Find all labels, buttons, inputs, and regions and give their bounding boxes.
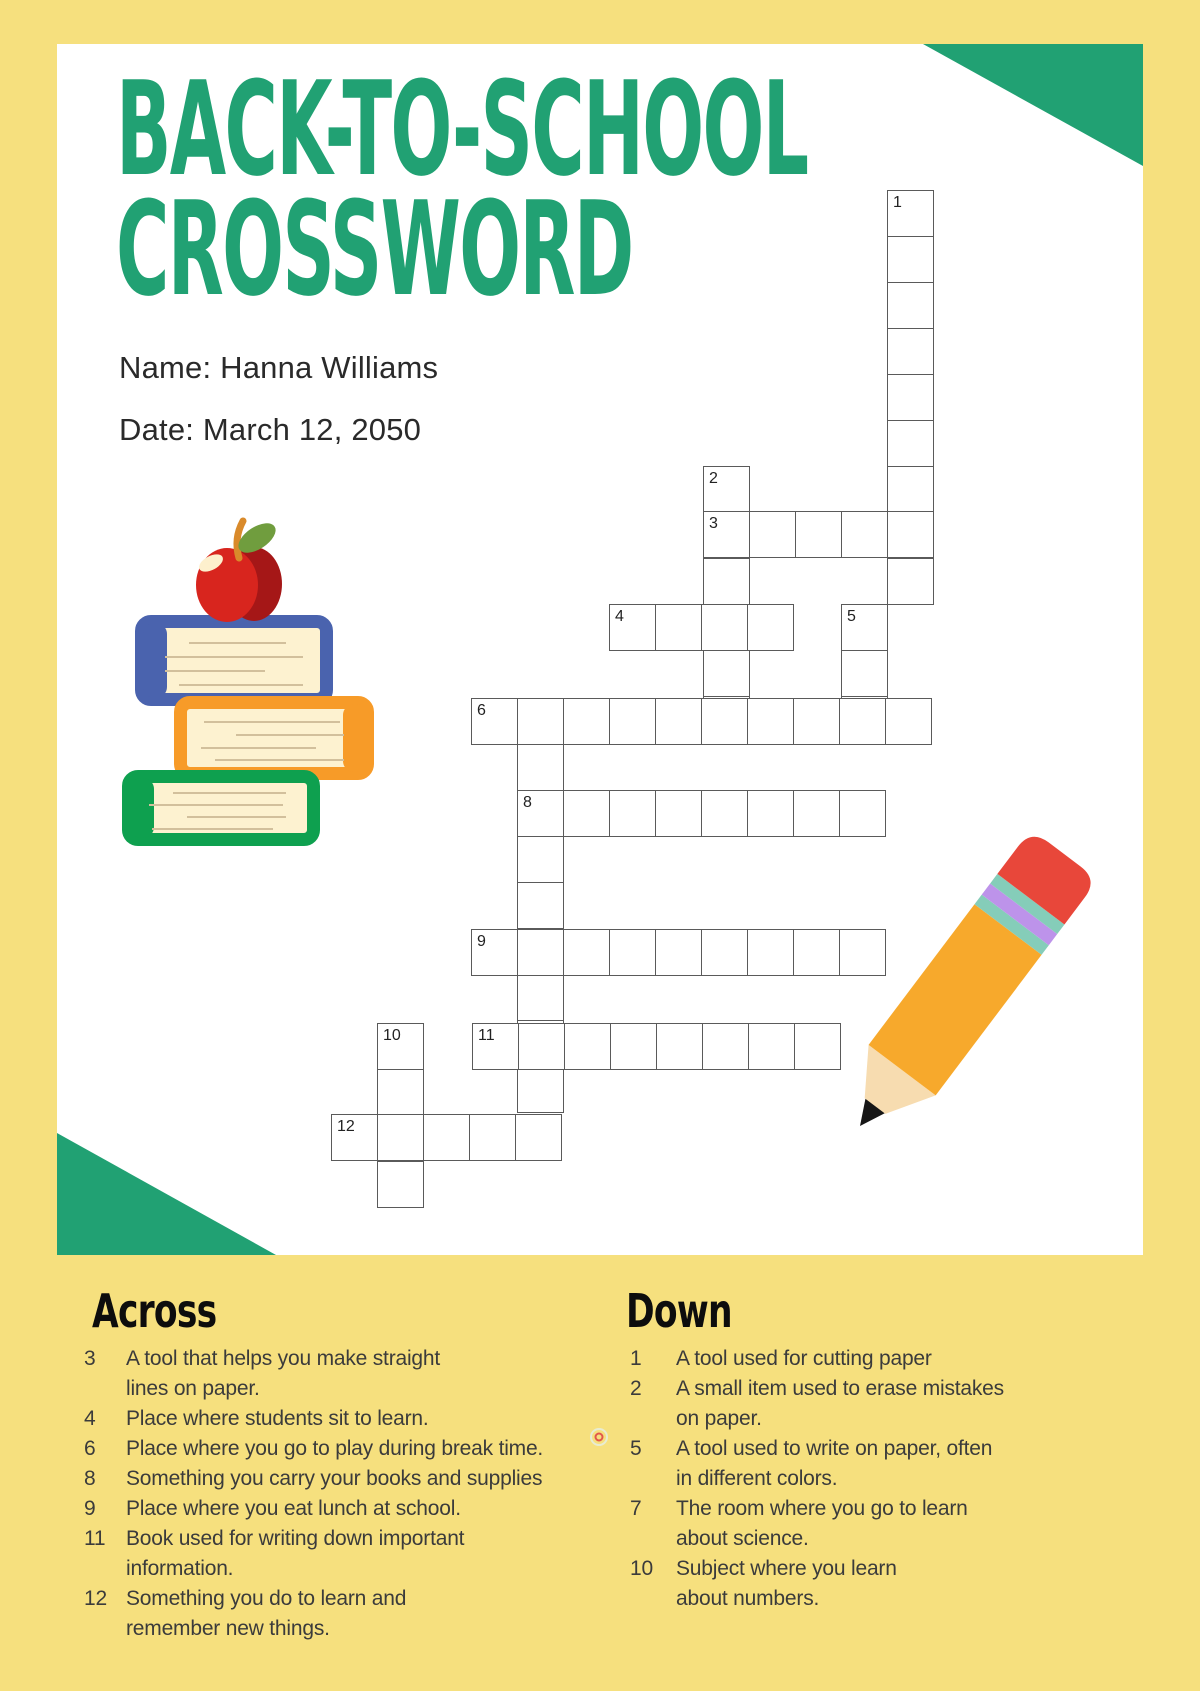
cell-number: 1 [893,194,902,211]
grid-cell-9-across-5[interactable] [701,929,748,976]
across-section [84,1286,589,1644]
grid-cell-8-across-7[interactable] [839,790,886,837]
cell-number: 4 [615,608,624,625]
clue-text: Subject where you learn about numbers. [676,1557,897,1610]
clue-text: A small item used to erase mistakes on paper. [676,1377,1004,1430]
clue-across-3 [84,1344,589,1404]
clue-across-8 [84,1464,589,1494]
clue-down-5 [630,1434,1150,1494]
cell-number: 8 [523,794,532,811]
clue-across-4 [84,1404,589,1434]
clue-number: 8 [84,1467,96,1490]
clue-number: 2 [630,1377,642,1400]
clue-number: 11 [84,1527,106,1550]
grid-cell-11-across-7[interactable] [794,1023,841,1070]
grid-cell-3-across-1[interactable] [749,511,796,558]
grid-cell-3-across-3[interactable] [841,511,888,558]
grid-cell-11-across-0[interactable] [472,1023,519,1070]
grid-cell-5-down-1[interactable] [841,650,888,697]
grid-cell-1-down-0[interactable] [887,190,934,237]
grid-cell-7-down-6[interactable] [517,974,564,1021]
clue-text: Place where students sit to learn. [126,1407,429,1430]
clue-text: The room where you go to learn about science. [676,1497,968,1550]
grid-cell-9-across-7[interactable] [793,929,840,976]
grid-cell-11-across-6[interactable] [748,1023,795,1070]
grid-cell-2-down-0[interactable] [703,466,750,513]
clue-number: 1 [630,1347,642,1370]
grid-cell-6-across-9[interactable] [885,698,932,745]
clue-number: 6 [84,1437,96,1460]
down-heading: Down [626,1284,732,1338]
clue-text: Something you do to learn and remember new things. [126,1587,407,1640]
grid-cell-4-across-0[interactable] [609,604,656,651]
grid-cell-12-across-0[interactable] [331,1114,378,1161]
grid-cell-3-across-4[interactable] [887,511,934,558]
grid-cell-4-across-3[interactable] [747,604,794,651]
grid-cell-8-across-4[interactable] [701,790,748,837]
clue-text: Place where you eat lunch at school. [126,1497,461,1520]
grid-cell-6-across-6[interactable] [747,698,794,745]
grid-cell-3-across-2[interactable] [795,511,842,558]
clue-text: Something you carry your books and supplies [126,1467,543,1490]
cell-number: 10 [383,1027,401,1044]
clue-text: Place where you go to play during break time. [126,1437,544,1460]
grid-cell-11-across-4[interactable] [656,1023,703,1070]
grid-cell-1-down-4[interactable] [887,374,934,421]
grid-cell-7-down-0[interactable] [517,698,564,745]
grid-cell-12-across-2[interactable] [423,1114,470,1161]
clue-across-9 [84,1494,589,1524]
title-line-1: BACK-TO-SCHOOL [116,53,808,205]
grid-cell-6-across-2[interactable] [563,698,610,745]
grid-cell-6-across-7[interactable] [793,698,840,745]
grid-cell-2-down-2[interactable] [703,558,750,605]
clue-down-2 [630,1374,1150,1434]
grid-cell-10-down-3[interactable] [377,1161,424,1208]
grid-cell-12-across-3[interactable] [469,1114,516,1161]
grid-cell-1-down-1[interactable] [887,236,934,283]
clue-number: 5 [630,1437,642,1460]
cell-number: 3 [709,515,718,532]
grid-cell-8-across-3[interactable] [655,790,702,837]
grid-cell-6-across-4[interactable] [655,698,702,745]
clue-text: A tool used to write on paper, often in different colors. [676,1437,993,1490]
grid-cell-11-across-2[interactable] [564,1023,611,1070]
grid-cell-1-down-8[interactable] [887,558,934,605]
grid-cell-8-across-1[interactable] [563,790,610,837]
grid-cell-5-down-0[interactable] [841,604,888,651]
grid-cell-1-down-3[interactable] [887,328,934,375]
clue-across-11 [84,1524,589,1584]
clue-text: Book used for writing down important information. [126,1527,465,1580]
clue-text: A tool used for cutting paper [676,1347,932,1370]
clue-across-12 [84,1584,589,1644]
cell-number: 9 [477,933,486,950]
clue-text: A tool that helps you make straight lines on paper. [126,1347,441,1400]
grid-cell-7-down-3[interactable] [517,836,564,883]
grid-cell-11-across-3[interactable] [610,1023,657,1070]
grid-cell-12-across-4[interactable] [515,1114,562,1161]
grid-cell-7-down-1[interactable] [517,744,564,791]
worksheet-date: Date: March 12, 2050 [119,412,422,447]
grid-cell-11-across-1[interactable] [518,1023,565,1070]
clue-number: 10 [630,1557,653,1580]
grid-cell-6-across-3[interactable] [609,698,656,745]
grid-cell-9-across-0[interactable] [471,929,518,976]
clue-number: 12 [84,1587,107,1610]
grid-cell-8-across-5[interactable] [747,790,794,837]
cell-number: 6 [477,702,486,719]
grid-cell-1-down-5[interactable] [887,420,934,467]
grid-cell-6-across-0[interactable] [471,698,518,745]
grid-cell-7-down-8[interactable] [517,1066,564,1113]
clue-number: 4 [84,1407,96,1430]
clue-across-6 [84,1434,589,1464]
clue-down-1 [630,1344,1150,1374]
grid-cell-7-down-4[interactable] [517,882,564,929]
student-name: Name: Hanna Williams [119,350,439,385]
grid-cell-4-across-1[interactable] [655,604,702,651]
clue-number: 9 [84,1497,96,1520]
grid-cell-2-down-4[interactable] [703,650,750,697]
grid-cell-8-across-0[interactable] [517,790,564,837]
grid-cell-1-down-6[interactable] [887,466,934,513]
grid-cell-9-across-2[interactable] [563,929,610,976]
cell-number: 2 [709,470,718,487]
grid-cell-6-across-5[interactable] [701,698,748,745]
grid-cell-11-across-5[interactable] [702,1023,749,1070]
grid-cell-10-down-0[interactable] [377,1023,424,1070]
down-section [626,1284,1150,1614]
grid-cell-10-down-1[interactable] [377,1069,424,1116]
across-list [84,1344,589,1644]
grid-cell-9-across-4[interactable] [655,929,702,976]
clue-down-10 [630,1554,1150,1614]
clue-number: 7 [630,1497,642,1520]
grid-cell-8-across-2[interactable] [609,790,656,837]
grid-cell-9-across-1[interactable] [517,929,564,976]
grid-cell-9-across-8[interactable] [839,929,886,976]
grid-cell-9-across-3[interactable] [609,929,656,976]
grid-cell-3-across-0[interactable] [703,511,750,558]
grid-cell-8-across-6[interactable] [793,790,840,837]
down-list [630,1344,1150,1614]
cell-number: 5 [847,608,856,625]
grid-cell-4-across-2[interactable] [701,604,748,651]
cell-number: 12 [337,1118,355,1135]
grid-cell-1-down-2[interactable] [887,282,934,329]
grid-cell-12-across-1[interactable] [377,1114,424,1161]
title-line-2: CROSSWORD [116,173,633,325]
clue-down-7 [630,1494,1150,1554]
cell-number: 11 [478,1027,495,1044]
grid-cell-9-across-6[interactable] [747,929,794,976]
across-heading: Across [92,1284,217,1338]
grid-cell-6-across-8[interactable] [839,698,886,745]
clue-number: 3 [84,1347,96,1370]
